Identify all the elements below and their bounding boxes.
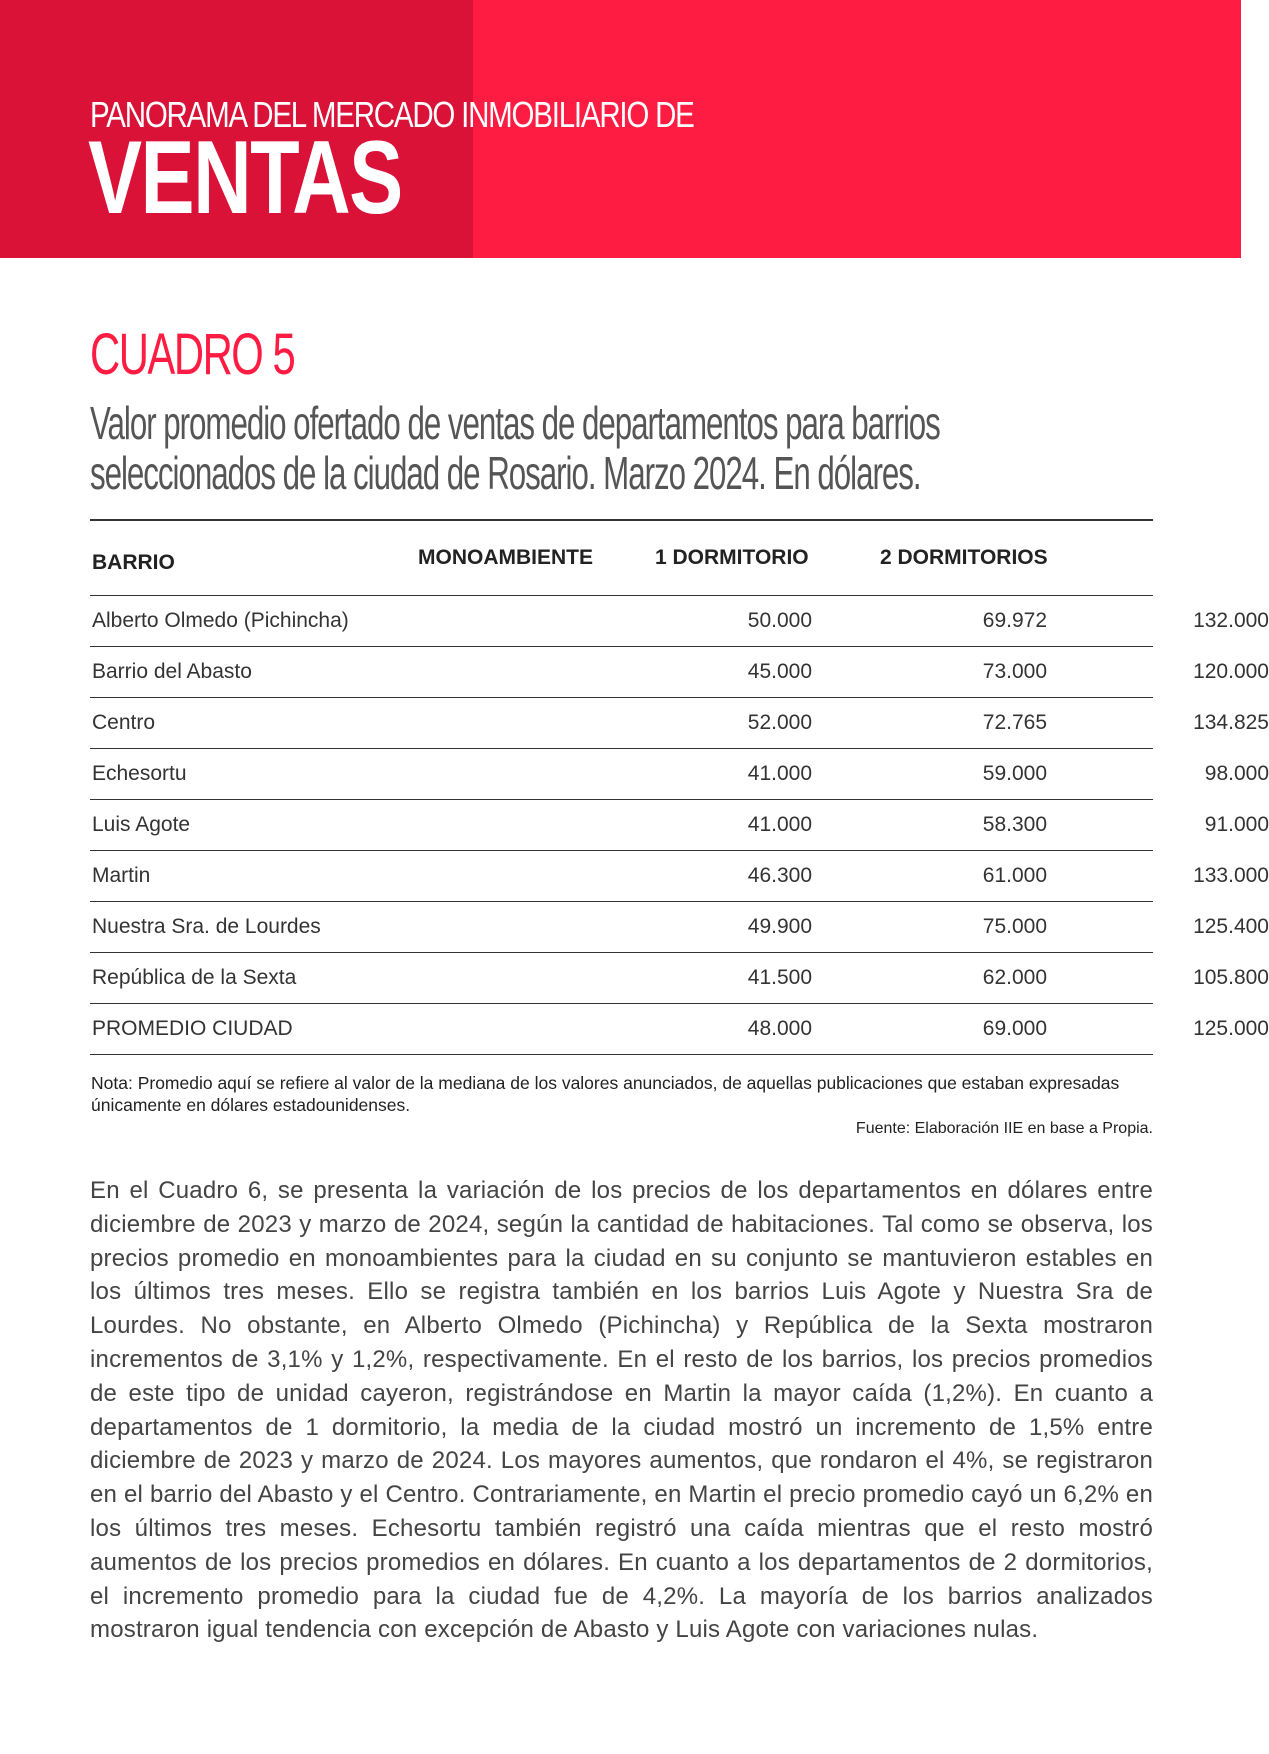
cuadro-label: CUADRO 5 (90, 322, 295, 387)
cell-barrio: Barrio del Abasto (92, 660, 252, 683)
cell-monoambiente: 48.000 (747, 1017, 812, 1040)
row-values (392, 851, 1269, 901)
header-barrio: BARRIO (92, 551, 175, 574)
cell-barrio: Luis Agote (92, 813, 191, 836)
cell-1-dormitorio: 73.000 (982, 660, 1047, 683)
cell-1-dormitorio: 58.300 (982, 813, 1047, 836)
table-row (90, 596, 1269, 647)
table-source: Fuente: Elaboración IIE en base a Propia. (855, 1120, 1153, 1137)
table-row (90, 953, 1269, 1004)
cell-2-dormitorios: 105.800 (1193, 966, 1269, 989)
cell-barrio: Martin (92, 864, 151, 887)
cell-barrio: Echesortu (92, 762, 187, 785)
cell-monoambiente: 41.000 (747, 813, 812, 836)
row-values (392, 698, 1269, 748)
cell-barrio: Nuestra Sra. de Lourdes (92, 915, 321, 938)
cell-barrio: PROMEDIO CIUDAD (92, 1017, 293, 1040)
cell-monoambiente: 49.900 (747, 915, 812, 938)
cell-1-dormitorio: 59.000 (982, 762, 1047, 785)
header-2-dormitorios: 2 DORMITORIOS (880, 546, 1048, 569)
cell-monoambiente: 52.000 (747, 711, 812, 734)
table-note: Nota: Promedio aquí se refiere al valor de la mediana de los valores anunciados, de aquellas publicaciones que estaban expresadas únicamente en dólares estadounidenses. (91, 1073, 1120, 1115)
body-paragraph: En el Cuadro 6, se presenta la variación de los precios de los departamentos en dólares entre diciembre de 2023 y marzo de 2024, según la cantidad de habitaciones. Tal como se observa, los precios promedio en monoambientes para la ciudad en su conjunto se mantuvieron estables en los últimos tres meses. Ello se registra también en los barrios Luis Agote y Nuestra Sra de Lourdes. No obstante, en Alberto Olmedo (Pichincha) y República de la Sexta mostraron incrementos de 3,1% y 1,2%, respectivamente. En el resto de los barrios, los precios promedios de este tipo de unidad cayeron, registrándose en Martin la mayor caída (1,2%). En cuanto a departamentos de 1 dormitorio, la media de la ciudad mostró un incremento de 1,5% entre diciembre de 2023 y marzo de 2024. Los mayores aumentos, que rondaron el 4%, se registraron en el barrio del Abasto y el Centro. Contrariamente, en Martin el precio promedio cayó un 6,2% en los últimos tres meses. Echesortu también registró una caída mientras que el resto mostró aumentos de los precios promedios en dólares. En cuanto a los departamentos de 2 dormitorios, el incremento promedio para la ciudad fue de 4,2%. La mayoría de los barrios analizados mostraron igual tendencia con excepción de Abasto y Luis Agote con variaciones nulas. (90, 1177, 1153, 1644)
table-row (90, 902, 1269, 953)
cell-barrio: República de la Sexta (92, 966, 297, 989)
row-values (392, 902, 1269, 952)
cell-2-dormitorios: 98.000 (1204, 762, 1269, 785)
cell-barrio: Centro (92, 711, 156, 734)
table-row (90, 698, 1269, 749)
cell-monoambiente: 45.000 (747, 660, 812, 683)
cell-2-dormitorios: 125.400 (1193, 915, 1269, 938)
cell-1-dormitorio: 72.765 (982, 711, 1047, 734)
row-values (392, 596, 1269, 646)
cell-1-dormitorio: 69.972 (982, 609, 1047, 632)
table-header-row (90, 521, 1153, 596)
row-values (392, 800, 1269, 850)
row-values (392, 647, 1269, 697)
cell-2-dormitorios: 91.000 (1204, 813, 1269, 836)
cell-2-dormitorios: 132.000 (1193, 609, 1269, 632)
header-monoambiente: MONOAMBIENTE (418, 546, 593, 569)
table-body (90, 596, 1269, 1055)
table-row (90, 749, 1269, 800)
row-values (392, 953, 1269, 1003)
cell-monoambiente: 41.000 (747, 762, 812, 785)
cell-1-dormitorio: 62.000 (982, 966, 1047, 989)
cell-2-dormitorios: 134.825 (1193, 711, 1269, 734)
banner-title: VENTAS (88, 120, 402, 236)
row-values (392, 1004, 1269, 1054)
table-row (90, 647, 1269, 698)
cuadro-title: Valor promedio ofertado de ventas de departamentos para barrios seleccionados de la ciudad de Rosario. Marzo 2024. En dólares. (90, 397, 940, 499)
table-row (90, 851, 1269, 902)
prices-table (90, 519, 1269, 1055)
cell-1-dormitorio: 61.000 (982, 864, 1047, 887)
cell-1-dormitorio: 69.000 (982, 1017, 1047, 1040)
row-values (392, 749, 1269, 799)
cell-monoambiente: 50.000 (747, 609, 812, 632)
header-1-dormitorio: 1 DORMITORIO (655, 546, 809, 569)
table-row (90, 1004, 1269, 1055)
cell-barrio: Alberto Olmedo (Pichincha) (92, 609, 349, 632)
cell-1-dormitorio: 75.000 (982, 915, 1047, 938)
cell-monoambiente: 46.300 (747, 864, 812, 887)
cell-2-dormitorios: 125.000 (1193, 1017, 1269, 1040)
table-row (90, 800, 1269, 851)
cell-2-dormitorios: 120.000 (1193, 660, 1269, 683)
cell-2-dormitorios: 133.000 (1193, 864, 1269, 887)
banner-kicker: PANORAMA DEL MERCADO INMOBILIARIO DE (90, 94, 694, 135)
cell-monoambiente: 41.500 (747, 966, 812, 989)
